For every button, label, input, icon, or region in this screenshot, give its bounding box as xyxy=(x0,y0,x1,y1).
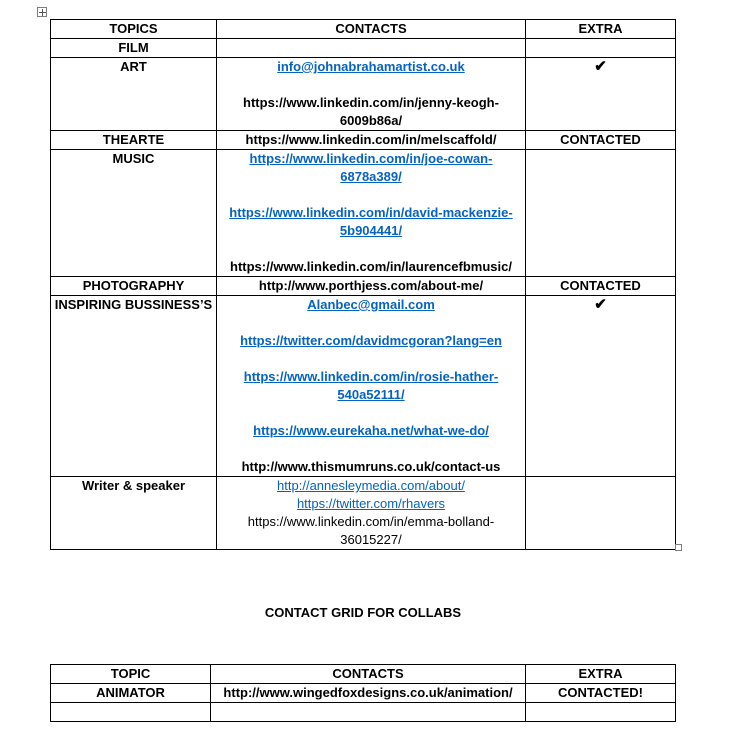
topic-cell: FILM xyxy=(51,39,217,58)
contact-link[interactable]: http://annesleymedia.com/about/ xyxy=(277,478,465,493)
contact-link[interactable]: https://twitter.com/rhavers xyxy=(296,496,446,511)
contacts-cell xyxy=(211,703,526,722)
contact-link[interactable]: https://www.linkedin.com/in/david-mackenzie-5b904441/ xyxy=(229,205,513,238)
status-text: CONTACTED xyxy=(526,277,676,296)
contact-text: https://www.linkedin.com/in/emma-bolland-36015227/ xyxy=(247,514,495,547)
contact-link[interactable]: https://www.eurekaha.net/what-we-do/ xyxy=(253,423,489,438)
contact-text: http://www.thismumruns.co.uk/contact-us xyxy=(241,459,501,474)
topic-cell: INSPIRING BUSSINESS’S xyxy=(51,296,217,477)
table-row-inspiring-businesses xyxy=(51,296,676,477)
email-link[interactable]: info@johnabrahamartist.co.uk xyxy=(277,59,465,74)
header-extra: EXTRA xyxy=(526,20,676,39)
contact-text: http://www.wingedfoxdesigns.co.uk/animation/ xyxy=(211,684,526,703)
collabs-table xyxy=(50,664,676,722)
header-topics: TOPICS xyxy=(51,20,217,39)
checkmark-icon: ✔ xyxy=(526,58,676,131)
extra-cell xyxy=(526,150,676,277)
contacts-cell xyxy=(217,477,526,550)
topic-cell xyxy=(51,703,211,722)
contacts-cell xyxy=(217,296,526,477)
header-contacts: CONTACTS xyxy=(211,665,526,684)
status-text: CONTACTED! xyxy=(526,684,676,703)
extra-cell xyxy=(526,703,676,722)
table-row-film xyxy=(51,39,676,58)
topic-cell: PHOTOGRAPHY xyxy=(51,277,217,296)
contacts-cell xyxy=(217,150,526,277)
table-row-animator xyxy=(51,684,676,703)
table-row-thearte xyxy=(51,131,676,150)
contact-text: https://www.linkedin.com/in/jenny-keogh-6009b86a/ xyxy=(243,95,499,128)
topic-cell: MUSIC xyxy=(51,150,217,277)
email-link[interactable]: Alanbec@gmail.com xyxy=(307,297,435,312)
topic-cell: ART xyxy=(51,58,217,131)
table-row-writer xyxy=(51,477,676,550)
table-row-photography xyxy=(51,277,676,296)
contact-link[interactable]: https://twitter.com/davidmcgoran?lang=en xyxy=(240,333,502,348)
contacts-table xyxy=(50,19,676,550)
contacts-cell xyxy=(217,39,526,58)
contact-text: https://www.linkedin.com/in/laurencefbmusic/ xyxy=(230,259,512,274)
contact-link[interactable]: https://www.linkedin.com/in/rosie-hather-540a52111/ xyxy=(243,369,499,402)
table-move-handle-icon[interactable] xyxy=(37,7,47,17)
table-row-music xyxy=(51,150,676,277)
extra-cell xyxy=(526,477,676,550)
contacts-cell xyxy=(217,58,526,131)
topic-cell: ANIMATOR xyxy=(51,684,211,703)
table-resize-handle-icon[interactable] xyxy=(675,544,682,551)
table-row-empty xyxy=(51,703,676,722)
extra-cell xyxy=(526,39,676,58)
contact-text: https://www.linkedin.com/in/melscaffold/ xyxy=(217,131,526,150)
header-extra: EXTRA xyxy=(526,665,676,684)
table-header-row xyxy=(51,665,676,684)
status-text: CONTACTED xyxy=(526,131,676,150)
header-contacts: CONTACTS xyxy=(217,20,526,39)
table-header-row xyxy=(51,20,676,39)
contact-link[interactable]: https://www.linkedin.com/in/joe-cowan-6878a389/ xyxy=(249,151,493,184)
table-row-art xyxy=(51,58,676,131)
contact-text: http://www.porthjess.com/about-me/ xyxy=(217,277,526,296)
topic-cell: THEARTE xyxy=(51,131,217,150)
topic-cell: Writer & speaker xyxy=(51,477,217,550)
header-topic: TOPIC xyxy=(51,665,211,684)
checkmark-icon: ✔ xyxy=(526,296,676,477)
page-heading: CONTACT GRID FOR COLLABS xyxy=(264,605,462,620)
